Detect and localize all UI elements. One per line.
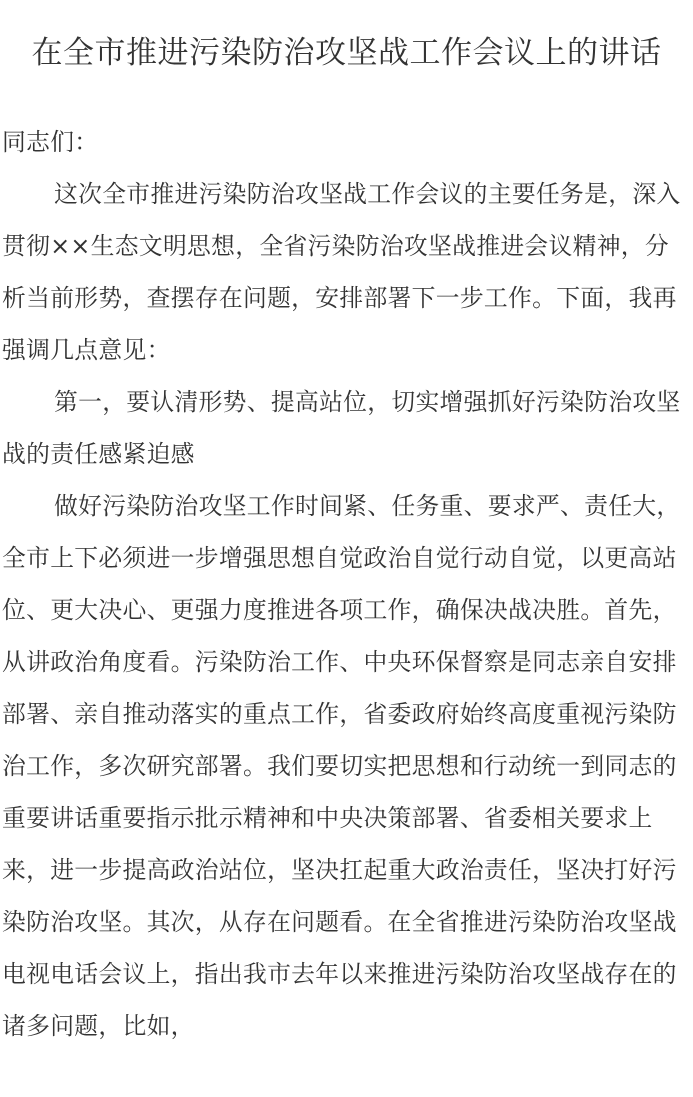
paragraph-body: 做好污染防治攻坚工作时间紧、任务重、要求严、责任大，全市上下必须进一步增强思想自觉政治自觉行动自觉，以更高站位、更大决心、更强力度推进各项工作，确保决战决胜。首先，从讲政治角度看。污染防治工作、中央环保督察是同志亲自安排部署、亲自推动落实的重点工作，省委政府始终高度重视污染防治工作，多次研究部署。我们要切实把思想和行动统一到同志的重要讲话重要指示批示精神和中央决策部署、省委相关要求上来，进一步提高政治站位，坚决扛起重大政治责任，坚决打好污染防治攻坚。其次，从存在问题看。在全省推进污染防治攻坚战电视电话会议上，指出我市去年以来推进污染防治攻坚战存在的诸多问题，比如， bbox=[2, 492, 681, 1040]
section-heading-first: 第一，要认清形势、提高站位，切实增强抓好污染防治攻坚战的责任感紧迫感 bbox=[2, 388, 681, 468]
document-title: 在全市推进污染防治攻坚战工作会议上的讲话 bbox=[31, 35, 662, 71]
salutation: 同志们： bbox=[2, 128, 99, 156]
document-body bbox=[0, 116, 692, 1052]
paragraph-intro: 这次全市推进污染防治攻坚战工作会议的主要任务是，深入贯彻××生态文明思想，全省污染防治攻坚战推进会议精神，分析当前形势，查摆存在问题，安排部署下一步工作。下面，我再强调几点意见： bbox=[2, 180, 681, 364]
